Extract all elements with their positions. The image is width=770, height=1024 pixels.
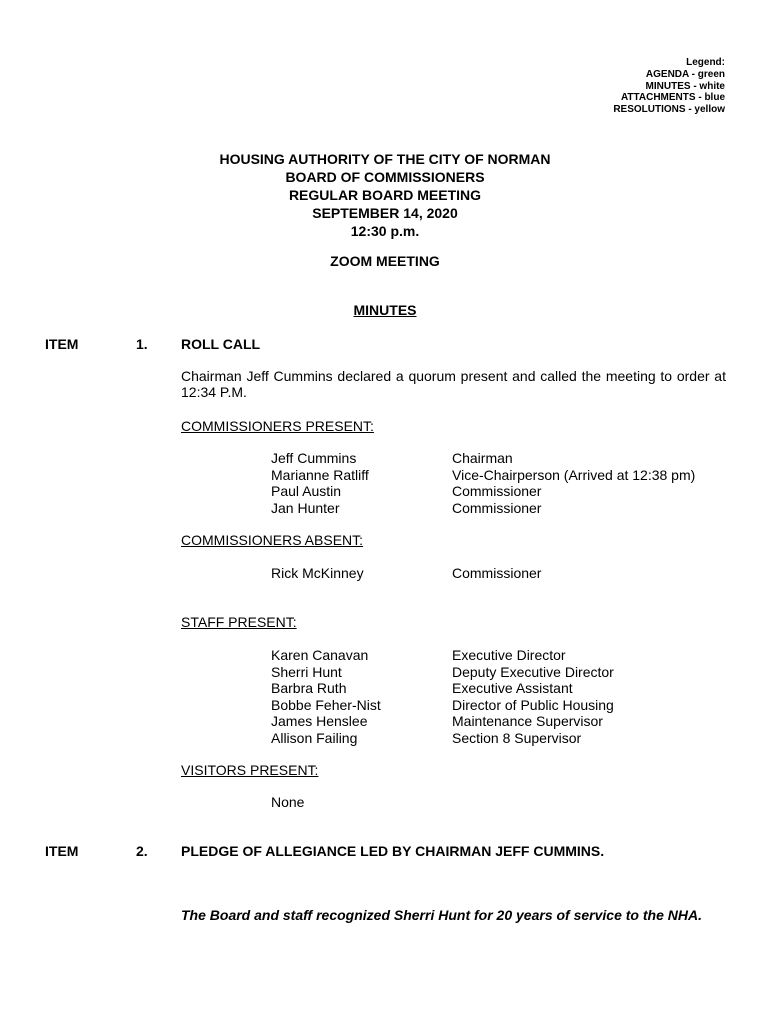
item2-label: ITEM: [45, 843, 79, 859]
commissioner-role: Commissioner: [452, 499, 542, 516]
header-zoom: ZOOM MEETING: [330, 253, 440, 269]
item2-number: 2.: [136, 843, 148, 859]
visitors-present-heading: VISITORS PRESENT:: [181, 762, 319, 778]
staff-name: Allison Failing: [271, 729, 358, 746]
commissioner-role: Vice-Chairperson (Arrived at 12:38 pm): [452, 466, 696, 483]
item1-number: 1.: [136, 336, 148, 352]
header-meeting-type: REGULAR BOARD MEETING: [288, 187, 482, 203]
staff-role: Executive Director: [452, 647, 566, 663]
legend-title: Legend:: [686, 57, 725, 68]
visitors-present-value: None: [271, 794, 305, 810]
commissioner-name: Jan Hunter: [271, 499, 340, 516]
absent-commissioner-name: Rick McKinney: [271, 565, 364, 581]
staff-name: James Henslee: [271, 713, 368, 729]
item1-heading: ROLL CALL: [181, 336, 261, 352]
header-date: SEPTEMBER 14, 2020: [312, 205, 458, 221]
staff-name: Sherri Hunt: [271, 663, 342, 680]
commissioner-role: Commissioner: [452, 483, 542, 499]
commissioner-name: Paul Austin: [271, 483, 342, 499]
staff-role: Maintenance Supervisor: [452, 713, 603, 729]
staff-role: Director of Public Housing: [452, 696, 614, 713]
legend-line-agenda: AGENDA - green: [645, 68, 725, 80]
staff-name: Karen Canavan: [271, 647, 369, 663]
legend-line-resolutions: RESOLUTIONS - yellow: [613, 104, 725, 116]
absent-commissioner-role: Commissioner: [452, 565, 542, 581]
item2-heading: PLEDGE OF ALLEGIANCE LED BY CHAIRMAN JEFF CUMMINS.: [181, 843, 605, 859]
staff-name: Barbra Ruth: [271, 680, 347, 696]
item1-label: ITEM: [45, 336, 79, 352]
commissioner-name: Jeff Cummins: [271, 450, 357, 466]
staff-name: Bobbe Feher-Nist: [271, 696, 381, 713]
commissioner-role: Chairman: [452, 450, 513, 466]
header-board: BOARD OF COMMISSIONERS: [285, 169, 485, 185]
header-organization: HOUSING AUTHORITY OF THE CITY OF NORMAN: [219, 151, 551, 167]
legend-line-attachments: ATTACHMENTS - blue: [620, 92, 725, 104]
item1-intro-line1: Chairman Jeff Cummins declared a quorum present and called the meeting to order at: [181, 368, 726, 384]
staff-role: Executive Assistant: [452, 680, 573, 696]
item1-intro-line2: 12:34 P.M.: [181, 384, 247, 400]
commissioners-present-heading: COMMISSIONERS PRESENT:: [181, 418, 374, 434]
staff-role: Section 8 Supervisor: [452, 729, 582, 746]
staff-present-heading: STAFF PRESENT:: [181, 614, 297, 630]
commissioners-absent-heading: COMMISSIONERS ABSENT:: [181, 532, 364, 548]
document-header: [0, 150, 770, 270]
minutes-title: MINUTES: [353, 302, 417, 318]
staff-role: Deputy Executive Director: [452, 663, 614, 680]
legend: [613, 57, 725, 116]
recognition-statement: The Board and staff recognized Sherri Hunt for 20 years of service to the NHA.: [181, 907, 702, 923]
commissioner-name: Marianne Ratliff: [271, 466, 369, 483]
header-time: 12:30 p.m.: [350, 223, 420, 239]
legend-line-minutes: MINUTES - white: [645, 80, 725, 92]
